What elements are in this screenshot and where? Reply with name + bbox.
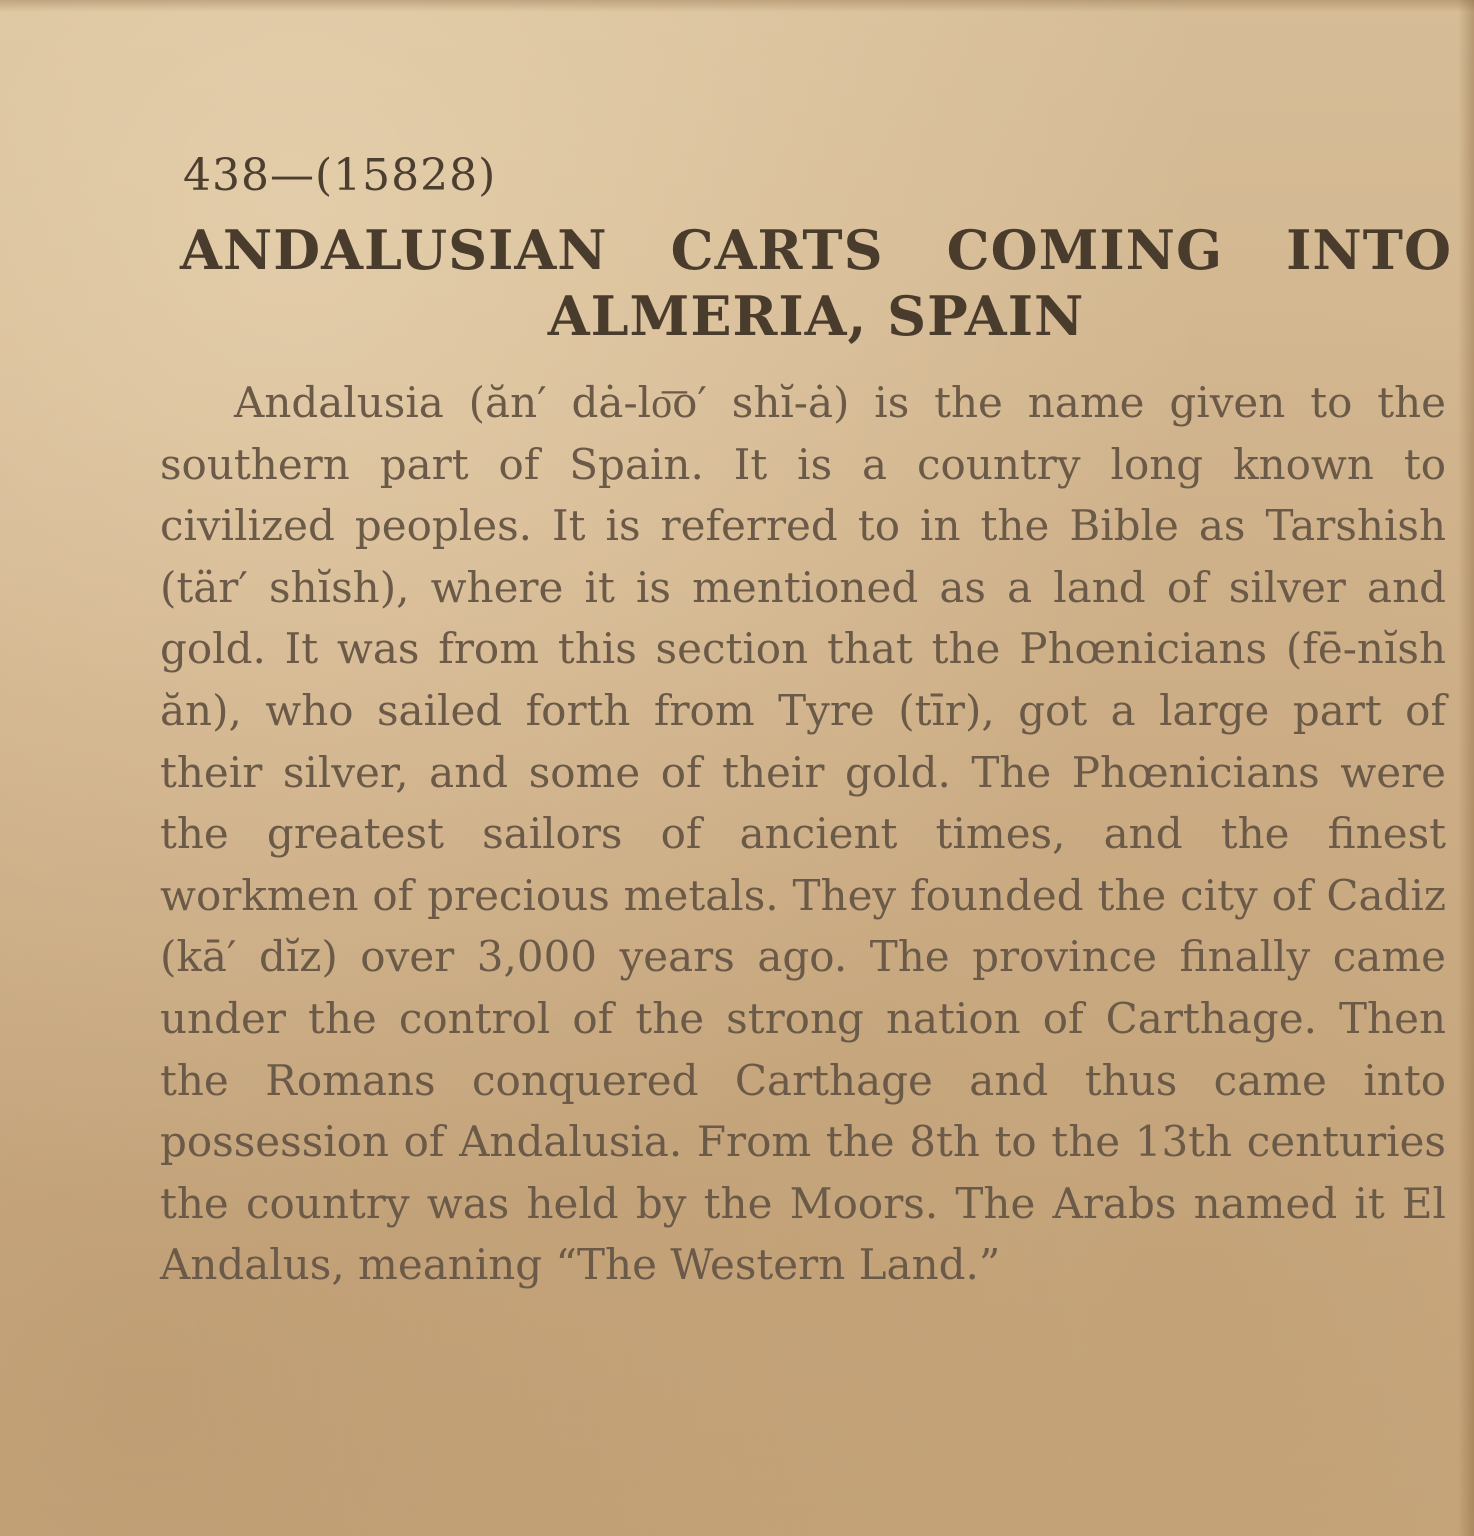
title-line-1: ANDALUSIAN CARTS COMING INTO <box>180 218 1452 282</box>
paper-edge-top <box>0 0 1474 12</box>
paper-edge-right <box>1458 0 1474 1536</box>
title-line-2: ALMERIA, SPAIN <box>547 284 1085 348</box>
catalog-number: 438—(15828) <box>183 150 497 201</box>
description-paragraph: Andalusia (ăn′ dȧ-lo͞o′ shĭ-ȧ) is the name given to the southern part of Spain. It is a country long known to civilized peoples. It is referred to in the Bible as Tarshish (tär′ shĭsh), where it is mentioned as a land of silver and gold. It was from this section that the Phœnicians (fē-nĭsh ăn), who sailed forth from Tyre (tīr), got a large part of their silver, and some of their gold. The Phœnicians were the greatest sailors of ancient times, and the finest workmen of precious metals. They founded the city of Cadiz (kā′ dĭz) over 3,000 years ago. The province finally came under the control of the strong nation of Carthage. Then the Romans conquered Carthage and thus came into possession of Andalusia. From the 8th to the 13th centuries the country was held by the Moors. The Arabs named it El Andalus, meaning “The Western Land.” <box>160 378 1446 1290</box>
